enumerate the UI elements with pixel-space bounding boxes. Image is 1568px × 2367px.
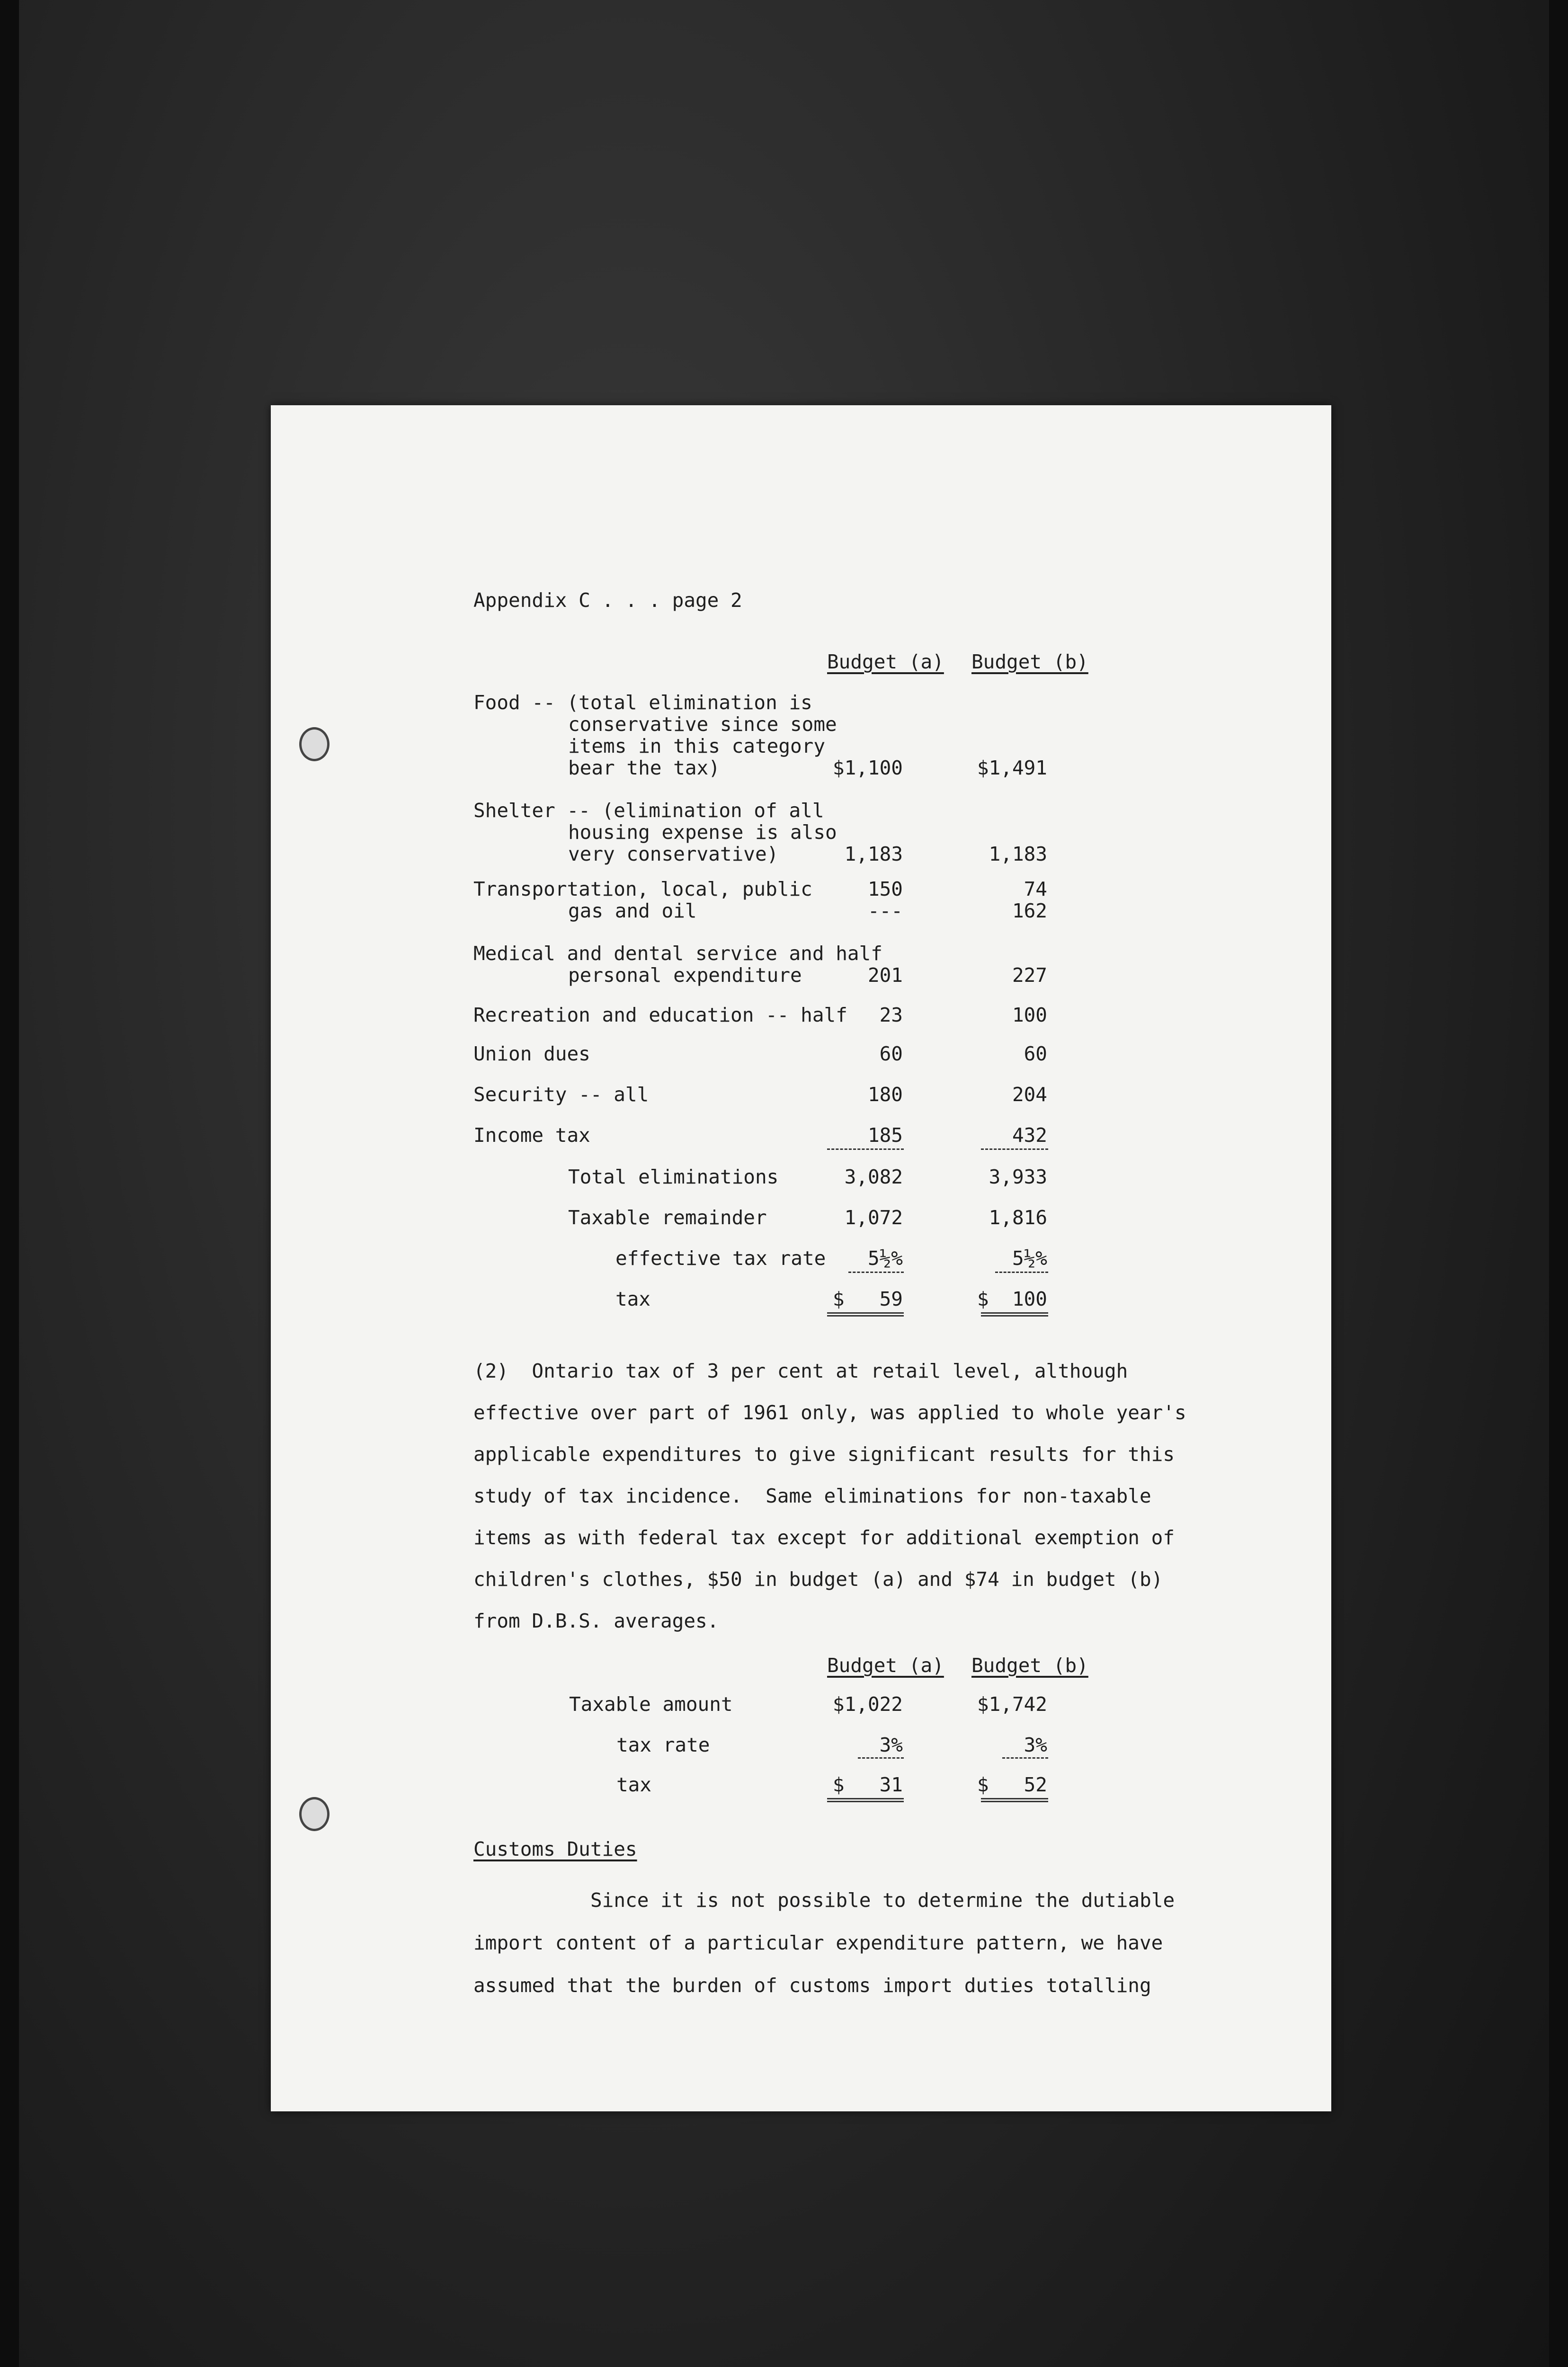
punch-hole-top: [299, 727, 330, 761]
value-budget-a: 185: [867, 1124, 903, 1147]
paragraph-line: Since it is not possible to determine the dutiable: [590, 1889, 1175, 1912]
value-budget-b: 1,816: [989, 1206, 1047, 1229]
row-label: Income tax: [473, 1124, 590, 1147]
paragraph-line: import content of a particular expenditure pattern, we have: [473, 1931, 1163, 1954]
double-rule-line: [827, 1315, 904, 1317]
rule-line: [827, 1148, 904, 1150]
row-label: conservative since some: [568, 713, 837, 736]
value-budget-a: $1,022: [832, 1693, 903, 1716]
value-budget-b: 204: [1012, 1083, 1047, 1106]
rule-line: [995, 1272, 1048, 1273]
value-budget-a: $1,100: [832, 756, 903, 779]
row-label: gas and oil: [568, 899, 697, 922]
value-budget-a: 1,183: [844, 843, 903, 865]
row-label: very conservative): [568, 843, 779, 865]
value-budget-a: 5½%: [867, 1247, 903, 1270]
paragraph-line: assumed that the burden of customs import duties totalling: [473, 1974, 1151, 1997]
row-label: Food -- (total elimination is: [473, 691, 812, 714]
value-budget-a: 23: [879, 1004, 903, 1026]
double-rule-line: [981, 1798, 1048, 1799]
value-budget-a: 3%: [879, 1734, 903, 1756]
value-budget-b: 162: [1012, 899, 1047, 922]
paragraph-line: from D.B.S. averages.: [473, 1610, 719, 1632]
section-heading: Customs Duties: [473, 1838, 637, 1860]
row-label: housing expense is also: [568, 821, 837, 844]
row-label: Shelter -- (elimination of all: [473, 799, 824, 822]
rule-line: [1002, 1757, 1048, 1759]
value-budget-b: 227: [1012, 964, 1047, 987]
document-page: [271, 405, 1331, 2111]
row-label: effective tax rate: [615, 1247, 826, 1270]
value-budget-a: 3,082: [844, 1166, 903, 1188]
row-label: tax: [616, 1773, 652, 1796]
punch-hole-bottom: [299, 1797, 330, 1831]
row-label: Transportation, local, public: [473, 878, 812, 900]
value-budget-b: $1,742: [977, 1693, 1047, 1716]
film-edge-right: [1549, 0, 1568, 2367]
rule-line: [981, 1148, 1048, 1150]
paragraph-line: applicable expenditures to give significant results for this: [473, 1443, 1175, 1466]
value-budget-b: $1,491: [977, 756, 1047, 779]
value-budget-b: 5½%: [1012, 1247, 1047, 1270]
value-budget-a: 150: [867, 878, 903, 900]
value-budget-a: 1,072: [844, 1206, 903, 1229]
double-rule-line: [981, 1801, 1048, 1802]
film-edge-left: [0, 0, 19, 2367]
value-budget-b: 74: [1024, 878, 1047, 900]
value-budget-a: 180: [867, 1083, 903, 1106]
value-budget-a: $ 59: [832, 1288, 903, 1310]
row-label: tax rate: [616, 1734, 710, 1756]
double-rule-line: [827, 1798, 904, 1799]
double-rule-line: [827, 1312, 904, 1314]
value-budget-b: 3%: [1024, 1734, 1047, 1756]
value-budget-a: ---: [867, 899, 903, 922]
col-header-a: Budget (a): [827, 650, 944, 673]
value-budget-a: 201: [867, 964, 903, 987]
page-header: Appendix C . . . page 2: [473, 589, 742, 612]
value-budget-a: $ 31: [832, 1773, 903, 1796]
row-label: tax: [615, 1288, 651, 1310]
value-budget-b: 432: [1012, 1124, 1047, 1147]
row-label: Total eliminations: [568, 1166, 779, 1188]
row-label: items in this category: [568, 735, 826, 757]
value-budget-b: 1,183: [989, 843, 1047, 865]
row-label: Medical and dental service and half: [473, 942, 882, 965]
paragraph-line: study of tax incidence. Same eliminations for non-taxable: [473, 1485, 1151, 1507]
value-budget-a: 60: [879, 1042, 903, 1065]
rule-line: [848, 1272, 904, 1273]
value-budget-b: 100: [1012, 1004, 1047, 1026]
double-rule-line: [981, 1312, 1048, 1314]
table2-col-header-a: Budget (a): [827, 1654, 944, 1677]
paragraph-line: effective over part of 1961 only, was applied to whole year's: [473, 1401, 1186, 1424]
row-label: Union dues: [473, 1042, 590, 1065]
row-label: Recreation and education -- half: [473, 1004, 847, 1026]
double-rule-line: [981, 1315, 1048, 1317]
table2-col-header-b: Budget (b): [971, 1654, 1088, 1677]
row-label: Security -- all: [473, 1083, 649, 1106]
paragraph-line: (2) Ontario tax of 3 per cent at retail level, although: [473, 1360, 1128, 1382]
row-label: Taxable amount: [569, 1693, 733, 1716]
value-budget-b: $ 52: [977, 1773, 1047, 1796]
row-label: personal expenditure: [568, 964, 802, 987]
paragraph-line: children's clothes, $50 in budget (a) and $74 in budget (b): [473, 1568, 1163, 1591]
paragraph-line: items as with federal tax except for additional exemption of: [473, 1526, 1175, 1549]
value-budget-b: 3,933: [989, 1166, 1047, 1188]
rule-line: [858, 1757, 904, 1759]
value-budget-b: 60: [1024, 1042, 1047, 1065]
value-budget-b: $ 100: [977, 1288, 1047, 1310]
row-label: bear the tax): [568, 756, 720, 779]
col-header-b: Budget (b): [971, 650, 1088, 673]
row-label: Taxable remainder: [568, 1206, 767, 1229]
double-rule-line: [827, 1801, 904, 1802]
